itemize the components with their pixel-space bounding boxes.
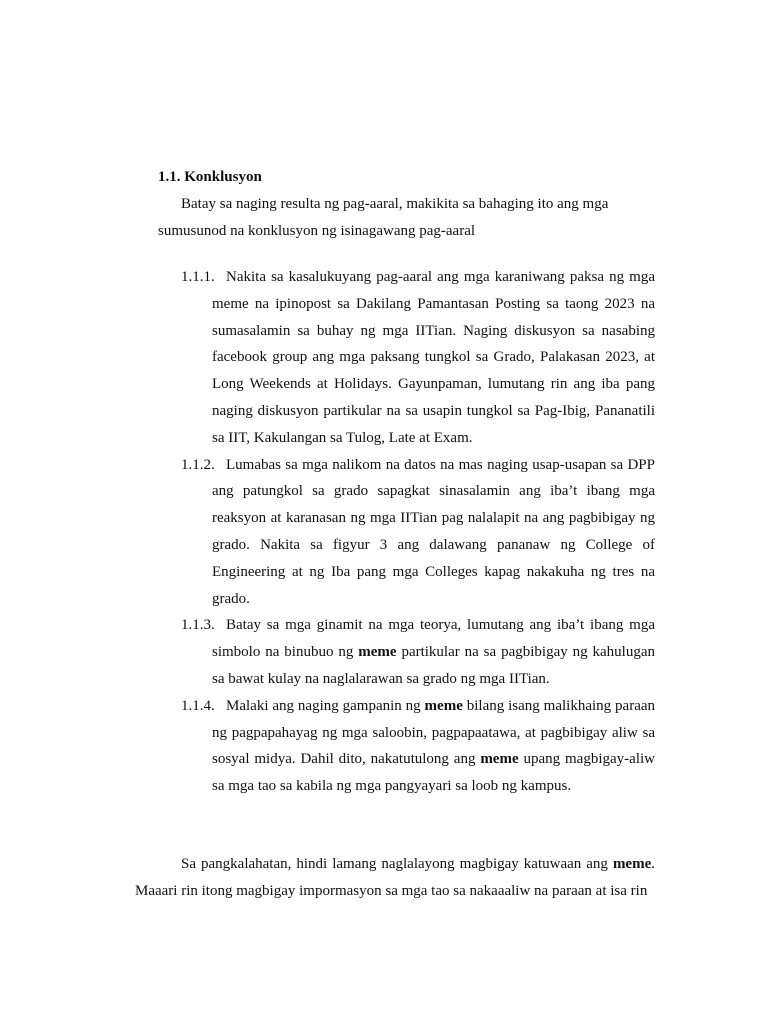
- list-item-number: 1.1.1.: [181, 269, 215, 285]
- intro-paragraph: Batay sa naging resulta ng pag-aaral, makikita sa bahaging ito ang mga sumusunod na konklusyon ng isinagawang pag-aaral: [158, 196, 609, 239]
- closing-paragraph: [135, 851, 655, 905]
- bold-term: meme: [424, 697, 463, 714]
- bold-term: meme: [480, 751, 519, 768]
- closing-text: . Maaari rin itong magbigay impormasyon sa mga tao sa nakaaaliw na paraan at isa rin: [135, 856, 655, 899]
- list-item-text: bilang isang malikhaing paraan ng pagpapahayag ng mga saloobin, pagpapaatawa, at pagbibigay aliw sa sosyal midya. Dahil dito, nakatutulong ang: [212, 697, 656, 768]
- list-item: [181, 612, 655, 692]
- list-item-text: Malaki ang naging gampanin ng: [226, 697, 425, 714]
- bold-term: meme: [358, 644, 397, 661]
- bold-term: meme: [612, 856, 652, 872]
- list-item-number: 1.1.3.: [181, 617, 215, 634]
- list-item-number: 1.1.2.: [181, 456, 215, 473]
- conclusion-list: [181, 264, 655, 800]
- list-item-number: 1.1.4.: [181, 697, 215, 714]
- list-item-text: partikular na sa pagbibigay ng kahulugan sa bawat kulay na naglalarawan sa grado ng mga IITian.: [212, 644, 655, 687]
- list-item-text: upang magbigay-aliw sa mga tao sa kabila ng mga pangyayari sa loob ng kampus.: [212, 751, 655, 795]
- list-item-text: Batay sa mga ginamit na mga teorya, lumutang ang iba’t ibang mga simbolo na binubuo ng: [212, 617, 655, 661]
- list-item: [181, 693, 655, 800]
- list-item-text: Lumabas sa mga nalikom na datos na mas naging usap-usapan sa DPP ang patungkol sa grado sapagkat sinasalamin ang iba’t ibang mga reaksyon at karanasan ng mga IITian pag nalalapit na ang pagbibigay ng grado. Nakita sa figyur 3 ang dalawang pananaw ng College of Engineering at ng Iba pang mga Colleges kapag nakakuha ng tres na grado.: [212, 456, 655, 607]
- section-heading: 1.1. Konklusyon: [158, 169, 262, 185]
- closing-text: Sa pangkalahatan, hindi lamang naglalayong magbigay katuwaan ang: [181, 856, 613, 872]
- list-item: [181, 264, 655, 452]
- list-item: [181, 452, 655, 613]
- list-item-text: Nakita sa kasalukuyang pag-aaral ang mga karaniwang paksa ng mga meme na ipinopost sa Dakilang Pamantasan Posting sa taong 2023 na sumasalamin sa buhay ng mga IITian. Naging diskusyon sa nasabing facebook group ang mga paksang tungkol sa Grado, Palakasan 2023, at Long Weekends at Holidays. Gayunpaman, lumutang rin ang iba pang naging diskusyon partikular na sa usapin tungkol sa Pag-Ibig, Pananatili sa IIT, Kakulangan sa Tulog, Late at Exam.: [212, 269, 655, 446]
